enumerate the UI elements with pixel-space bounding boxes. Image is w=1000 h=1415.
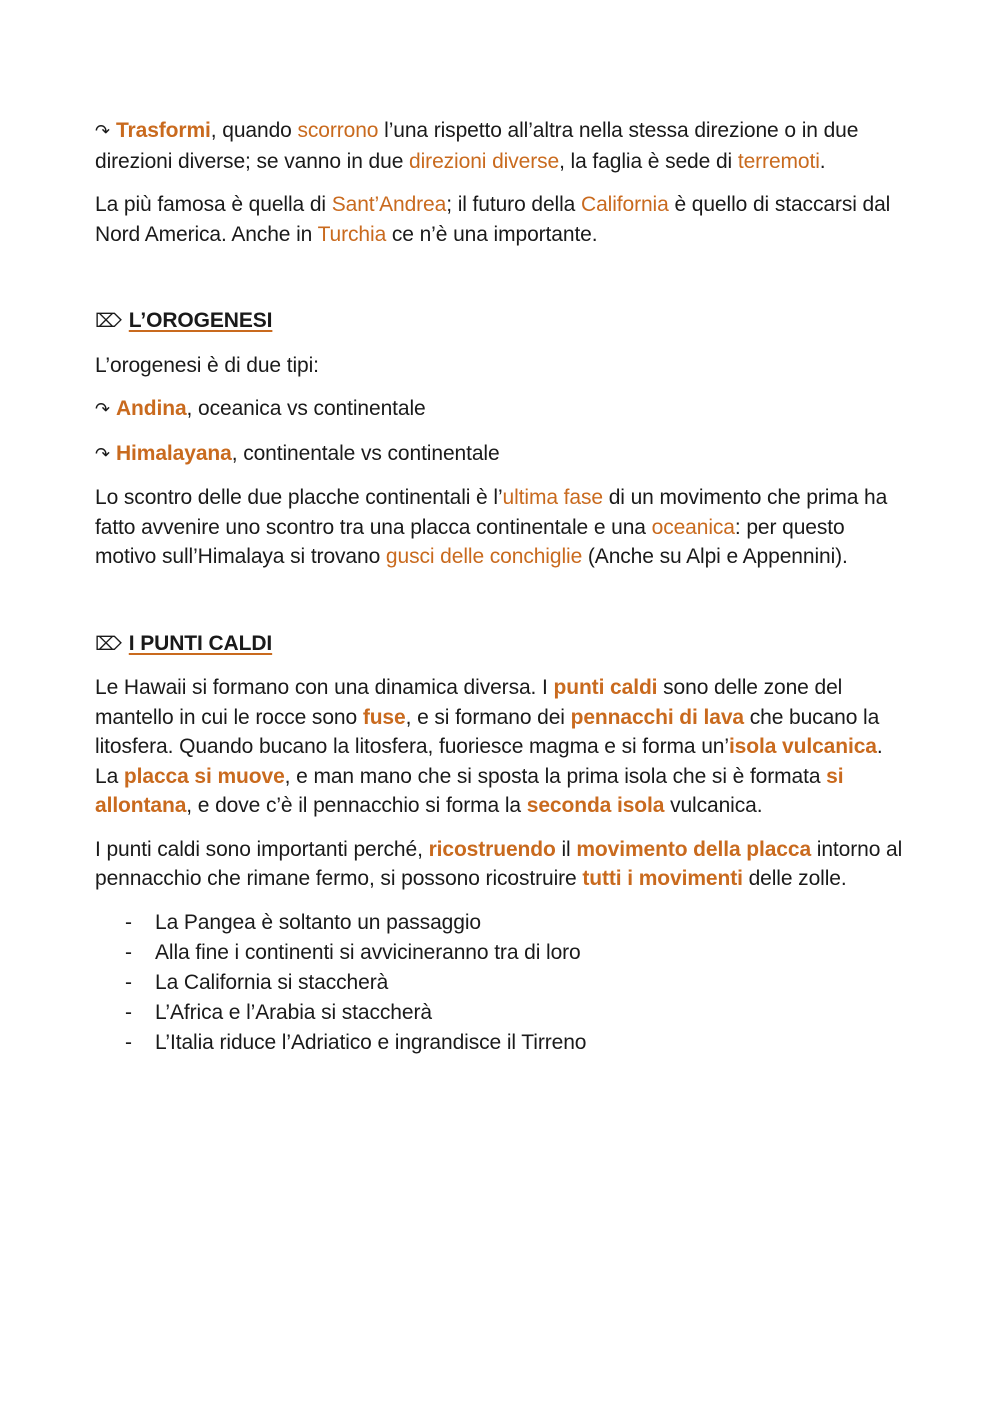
conclusions-list [95,908,910,1058]
term-si-allontana: si allontana [95,764,844,817]
list-item: - L’Italia riduce l’Adriatico e ingrandisce il Tirreno [95,1028,910,1058]
text-span: di un movimento che prima ha fatto avvenire uno scontro tra una placca continentale e una [95,486,888,539]
andina-item [95,394,910,425]
term-ultima-fase: ultima fase [502,486,603,509]
scontro-paragraph [95,483,910,572]
text-span: delle zolle. [742,867,847,890]
term-ricostruendo: ricostruendo [428,837,556,861]
text-span: sono delle zone del mantello in cui le rocce sono [95,676,843,729]
text-span: . La [95,735,883,788]
orogenesi-heading [95,306,910,337]
curved-arrow-icon: ↷ [95,443,110,465]
trasformi-paragraph [95,116,910,176]
list-item: - La California si staccherà [95,968,910,998]
term-gusci-conchiglie: gusci delle conchiglie [385,545,583,568]
term-terremoti: terremoti [737,149,820,173]
term-punti-caldi: punti caldi [553,676,658,699]
hawaii-paragraph [95,673,910,821]
term-california: California [581,193,669,216]
term-trasformi: Trasformi [115,119,211,142]
text-span: intorno al pennacchio che rimane fermo, si possono ricostruire [95,837,903,890]
text-span: La più famosa è quella di [95,193,332,216]
text-span: ce n’è una importante. [386,222,598,246]
list-item: - Alla fine i continenti si avvicineranno tra di loro [95,938,910,968]
term-tutti-i-movimenti: tutti i movimenti [582,867,743,890]
term-isola-vulcanica: isola vulcanica [728,735,877,758]
orogenesi-intro: L’orogenesi è di due tipi: [95,353,319,377]
curved-arrow-icon: ↷ [95,399,110,420]
text-span: ; il futuro della [446,193,581,216]
text-span: che bucano la litosfera. Quando bucano la litosfera, fuoriesce magma e si forma un’ [95,705,880,758]
section-title: L’OROGENESI [128,309,273,332]
term-fuse: fuse [362,705,406,729]
santandrea-paragraph [95,190,910,249]
text-span: , e dove c’è il pennacchio si forma la [186,794,527,817]
text-span: , oceanica vs continentale [186,397,426,420]
list-item: - L’Africa e l’Arabia si staccherà [95,998,910,1028]
text-span: vulcanica. [664,794,763,817]
text-span: I punti caldi sono importanti perché, [95,837,429,861]
text-span: l’una rispetto all’altra nella stessa direzione o in due direzioni diverse; se vanno in due [95,119,859,173]
term-oceanica: oceanica [651,515,735,539]
text-span: , quando [210,119,298,142]
delete-key-icon: ⌦ [95,310,122,332]
term-seconda-isola: seconda isola [526,794,665,817]
text-span: . [819,149,826,173]
term-turchia: Turchia [317,222,387,246]
term-movimento-placca: movimento della placca [576,837,812,861]
text-span: il [555,837,577,861]
text-span: Le Hawaii si formano con una dinamica diversa. I [95,676,554,699]
list-item: - La Pangea è soltanto un passaggio [95,908,910,938]
text-span: (Anche su Alpi e Appennini). [582,545,848,568]
term-andina: Andina [115,397,187,420]
term-santandrea: Sant’Andrea [331,193,447,216]
delete-key-icon: ⌦ [95,632,122,655]
text-span: , continentale vs continentale [231,441,500,465]
term-pennacchi-di-lava: pennacchi di lava [570,705,744,729]
text-span: : per questo motivo sull’Himalaya si trovano [95,515,845,568]
punti-caldi-heading [95,629,910,660]
text-span: Lo scontro delle due placche continentali è l’ [95,486,503,509]
text-span: , e si formano dei [405,705,571,729]
document-page [95,116,910,1058]
curved-arrow-icon: ↷ [95,121,110,142]
term-direzioni-diverse: direzioni diverse [409,149,560,173]
text-span: è quello di staccarsi dal Nord America. Anche in [95,193,891,246]
term-himalayana: Himalayana [115,441,232,465]
importanza-paragraph [95,835,910,894]
term-scorrono: scorrono [297,119,379,142]
text-span: , e man mano che si sposta la prima isola che si è formata [284,764,827,788]
section-title: I PUNTI CALDI [128,631,273,655]
himalayana-item [95,439,910,470]
term-placca-si-muove: placca si muove [123,764,285,788]
text-span: , la faglia è sede di [559,149,738,173]
